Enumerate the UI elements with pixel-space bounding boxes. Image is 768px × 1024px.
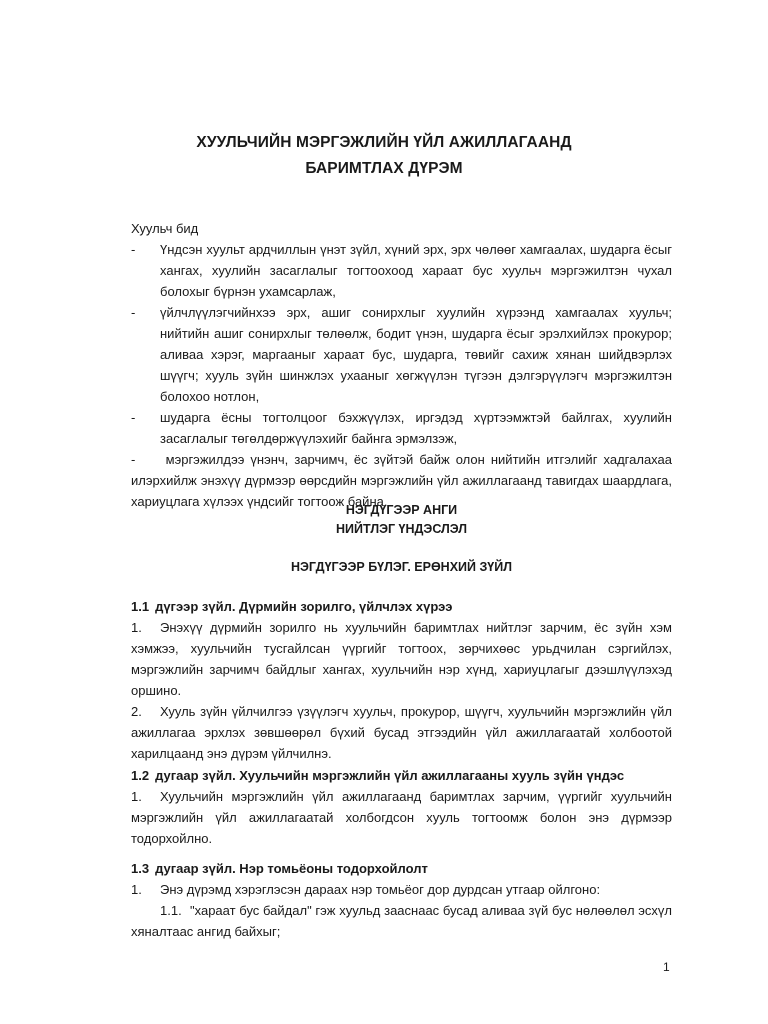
- preamble-bullet: - шударга ёсны тогтолцоог бэхжүүлэх, иргэдэд хүртээмжтэй байлгах, хуулийн засаглалыг төгөлдөржүүлэхийг байнга эрмэлзэж,: [131, 410, 672, 446]
- part-subheading: НИЙТЛЭГ ҮНДЭСЛЭЛ: [336, 522, 467, 536]
- article-paragraph: 1. Энэхүү дүрмийн зорилго нь хуульчийн баримтлах нийтлэг зарчим, ёс зүйн хэм хэмжээ, хуульчийн тусгайлсан үүргийг тогтоох, зөрчихөөс урьдчилан сэргийлэх, мэргэжлийн зарчимч байдлыг хангах, хуульчийн нэр хүнд, хариуцлагыг дээшлүүлэхэд оршино.: [131, 620, 672, 698]
- article-1-1: [131, 596, 672, 764]
- page-number: 1: [663, 960, 670, 974]
- part-heading: НЭГДҮГЭЭР АНГИ: [345, 503, 458, 517]
- preamble-bullet: - Үндсэн хуульт ардчиллын үнэт зүйл, хүний эрх, эрх чөлөөг хамгаалах, шударга ёсыг хангах, хуулийн засаглалыг тогтоохоод хараат бус хуульч мэргэжилтэн чухал болохыг бүрнэн ухамсарлаж,: [131, 242, 672, 299]
- article-subparagraph: 1.1. "хараат бус байдал" гэж хуульд зааснаас бусад аливаа зүй бус нөлөөлөл эсхүл хяналтаас ангид байхыг;: [131, 903, 672, 939]
- preamble-bullet: - үйлчлүүлэгчийнхээ эрх, ашиг сонирхлыг хуулийн хүрээнд хамгаалах хуульч; нийтийн ашиг сонирхлыг төлөөлж, бодит үнэн, шударга ёсыг эрэлхийлэх прокурор; аливаа хэрэг, маргааныг хараат бус, шударга, төвийг сахиж хянан шийдвэрлэх шүүгч; хууль зүйн шинжлэх ухааныг хөгжүүлэн түгээн дэлгэрүүлэгч мэргэжилтэн болохоо нотлон,: [131, 305, 672, 404]
- chapter-heading: НЭГДҮГЭЭР БҮЛЭГ. ЕРӨНХИЙ ЗҮЙЛ: [290, 560, 513, 574]
- article-title: 1.3 дугаар зүйл. Нэр томьёоны тодорхойлолт: [131, 861, 428, 876]
- article-1-3: [131, 858, 672, 942]
- document-title-line2: БАРИМТЛАХ ДҮРЭМ: [305, 160, 463, 177]
- article-1-2: [131, 765, 672, 849]
- article-paragraph: 1. Энэ дүрэмд хэрэглэсэн дараах нэр томьёог дор дурдсан утгаар ойлгоно:: [131, 882, 601, 897]
- article-title: 1.1 дүгээр зүйл. Дүрмийн зорилго, үйлчлэх хүрээ: [131, 599, 453, 614]
- preamble-lead: Хуульч бид: [131, 221, 199, 236]
- article-paragraph: 2. Хууль зүйн үйлчилгээ үзүүлэгч хуульч, прокурор, шүүгч, хуульчийн мэргэжлийн үйл ажиллагаа эрхлэх зөвшөөрөл бүхий бусад этгээдийн үйл ажиллагаатай холбоотой харилцаанд энэ дүрэм үйлчилнэ.: [131, 704, 672, 761]
- preamble-closing: - мэргэжилдээ үнэнч, зарчимч, ёс зүйтэй байж олон нийтийн итгэлийг хадгалахаа илэрхийлж энэхүү дүрмээр өөрсдийн мэргэжлийн үйл ажиллагаанд тавигдах шаардлага, хариуцлага хүлээх үндсийг тогтоож байна.: [131, 452, 672, 509]
- document-title-line1: ХУУЛЬЧИЙН МЭРГЭЖЛИЙН ҮЙЛ АЖИЛЛАГААНД: [196, 134, 572, 151]
- article-title: 1.2 дугаар зүйл. Хуульчийн мэргэжлийн үйл ажиллагааны хууль зүйн үндэс: [131, 768, 625, 783]
- article-paragraph: 1. Хуульчийн мэргэжлийн үйл ажиллагаанд баримтлах зарчим, үүргийг хуульчийн мэргэжлийн үйл ажиллагаатай холбогдсон хууль тогтоомж болон энэ дүрмээр тодорхойлно.: [131, 789, 672, 846]
- preamble: [131, 218, 672, 512]
